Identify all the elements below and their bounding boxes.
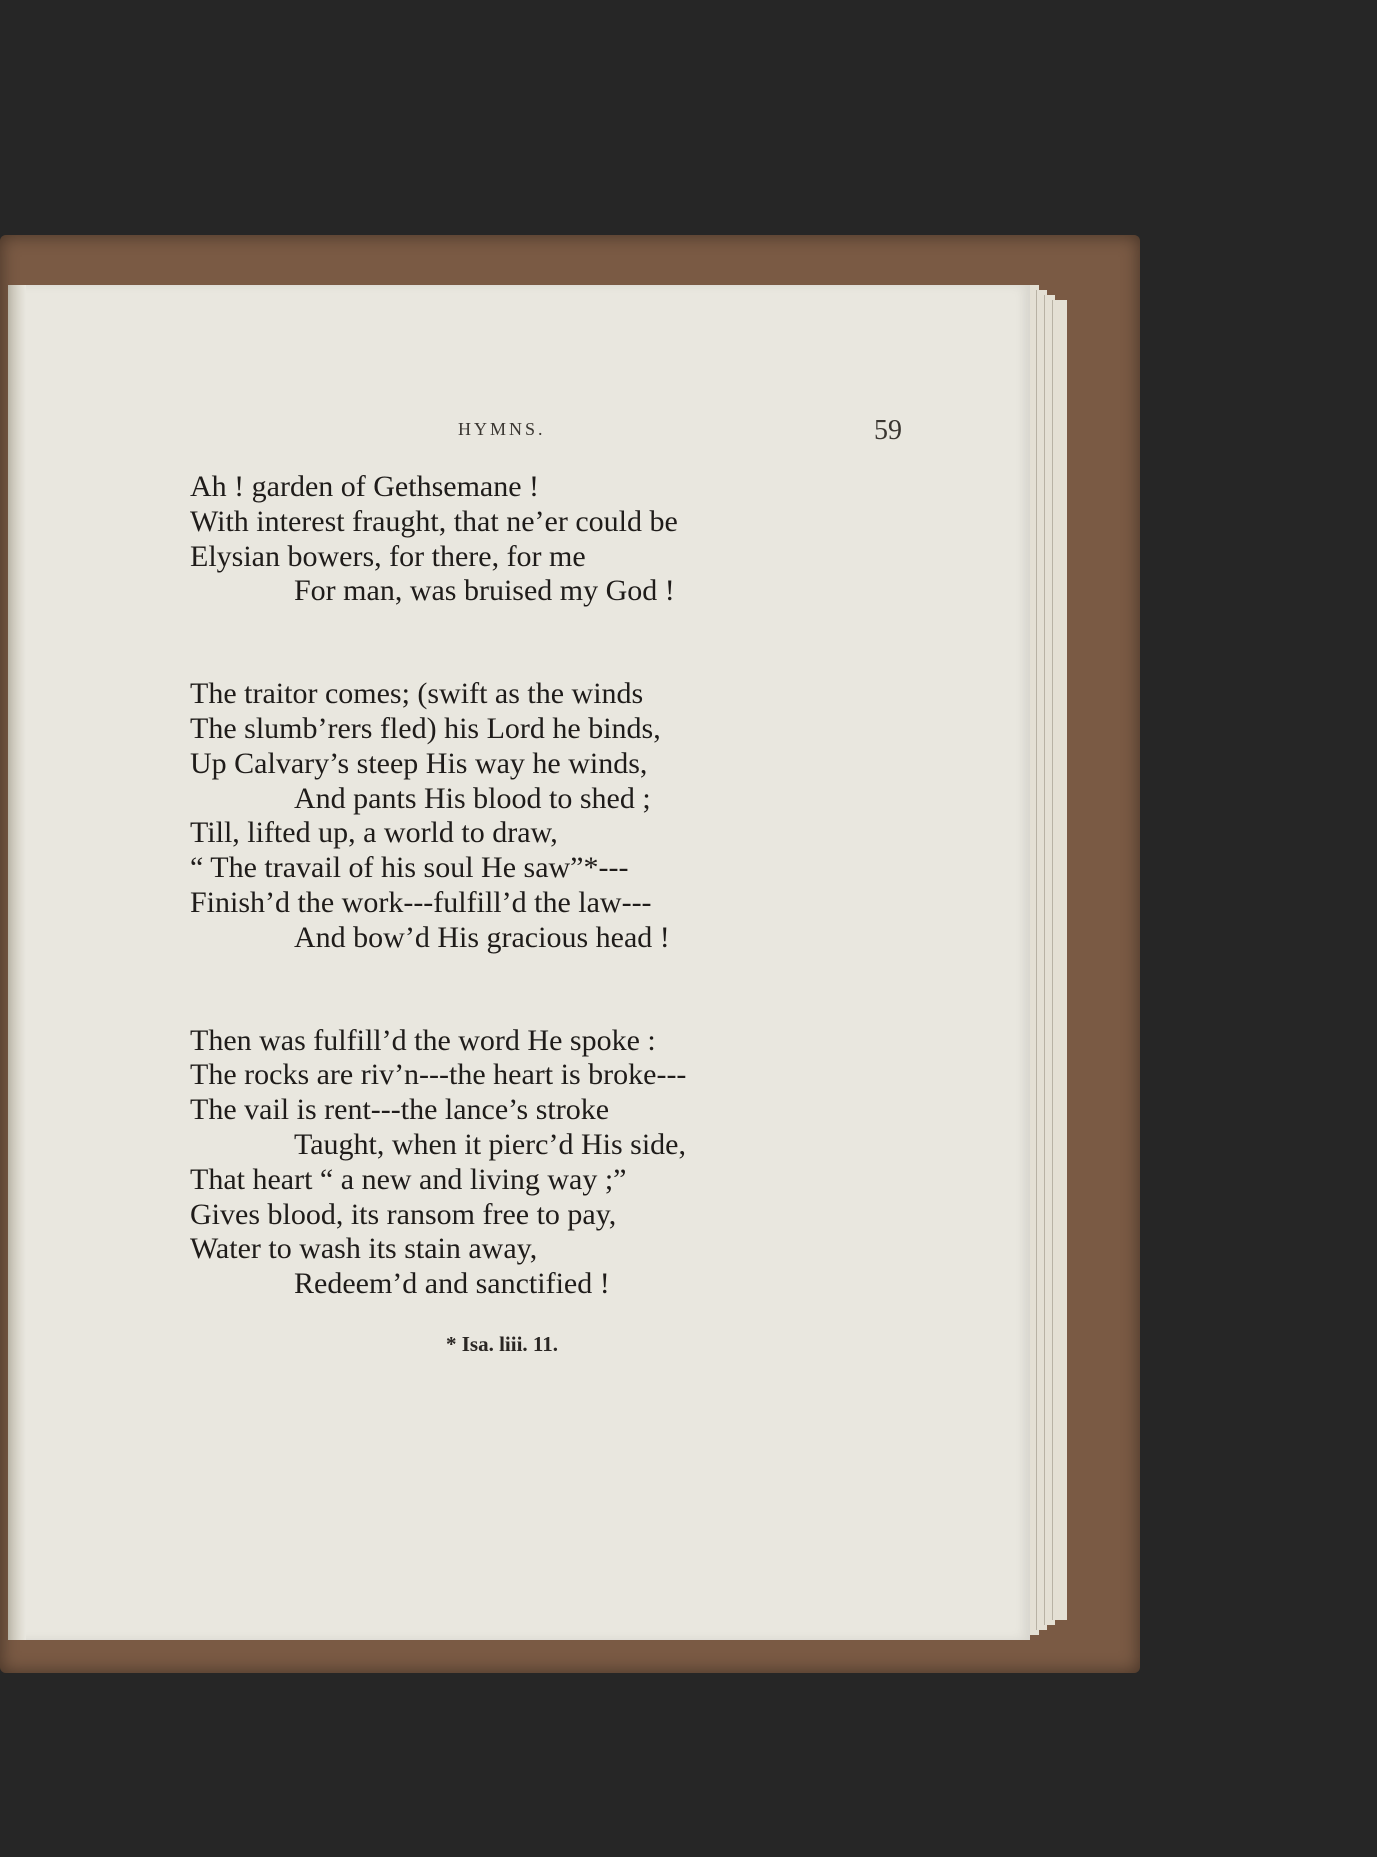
poem-line: The traitor comes; (swift as the winds [190,677,644,711]
poem [190,470,890,1302]
running-head: HYMNS. [458,419,546,439]
poem-line: Finish’d the work---fulfill’d the law--- [190,885,652,919]
poem-line: Ah ! garden of Gethsemane ! [190,470,540,503]
poem-line: That heart “ a new and living way ;” [190,1162,627,1196]
poem-line: Water to wash its stain away, [190,1232,538,1266]
poem-line: Then was fulfill’d the word He spoke : [190,1023,656,1057]
poem-line: For man, was bruised my God ! [294,574,675,608]
stanza [190,677,890,955]
poem-line: With interest fraught, that ne’er could be [190,504,678,538]
poem-line: Gives blood, its ransom free to pay, [190,1197,617,1231]
poem-line: And pants His blood to shed ; [294,781,651,815]
footnote: * Isa. liii. 11. [446,1332,559,1356]
poem-line: The slumb’rers fled) his Lord he binds, [190,711,661,745]
poem-line: Up Calvary’s steep His way he winds, [190,746,648,780]
poem-line: And bow’d His gracious head ! [294,920,670,954]
stanza [190,470,890,609]
stanza [190,1024,890,1302]
poem-line: Redeem’d and sanctified ! [294,1267,610,1301]
poem-line: Till, lifted up, a world to draw, [190,816,558,850]
poem-line: Elysian bowers, for there, for me [190,539,586,573]
page-number: 59 [874,415,902,446]
poem-line: The vail is rent---the lance’s stroke [190,1093,610,1127]
poem-line: The rocks are riv’n---the heart is broke--- [190,1058,687,1092]
stanza-break [190,609,890,677]
stanza-break [190,956,890,1024]
poem-line: “ The travail of his soul He saw”*--- [190,851,629,885]
poem-line: Taught, when it pierc’d His side, [294,1127,686,1161]
